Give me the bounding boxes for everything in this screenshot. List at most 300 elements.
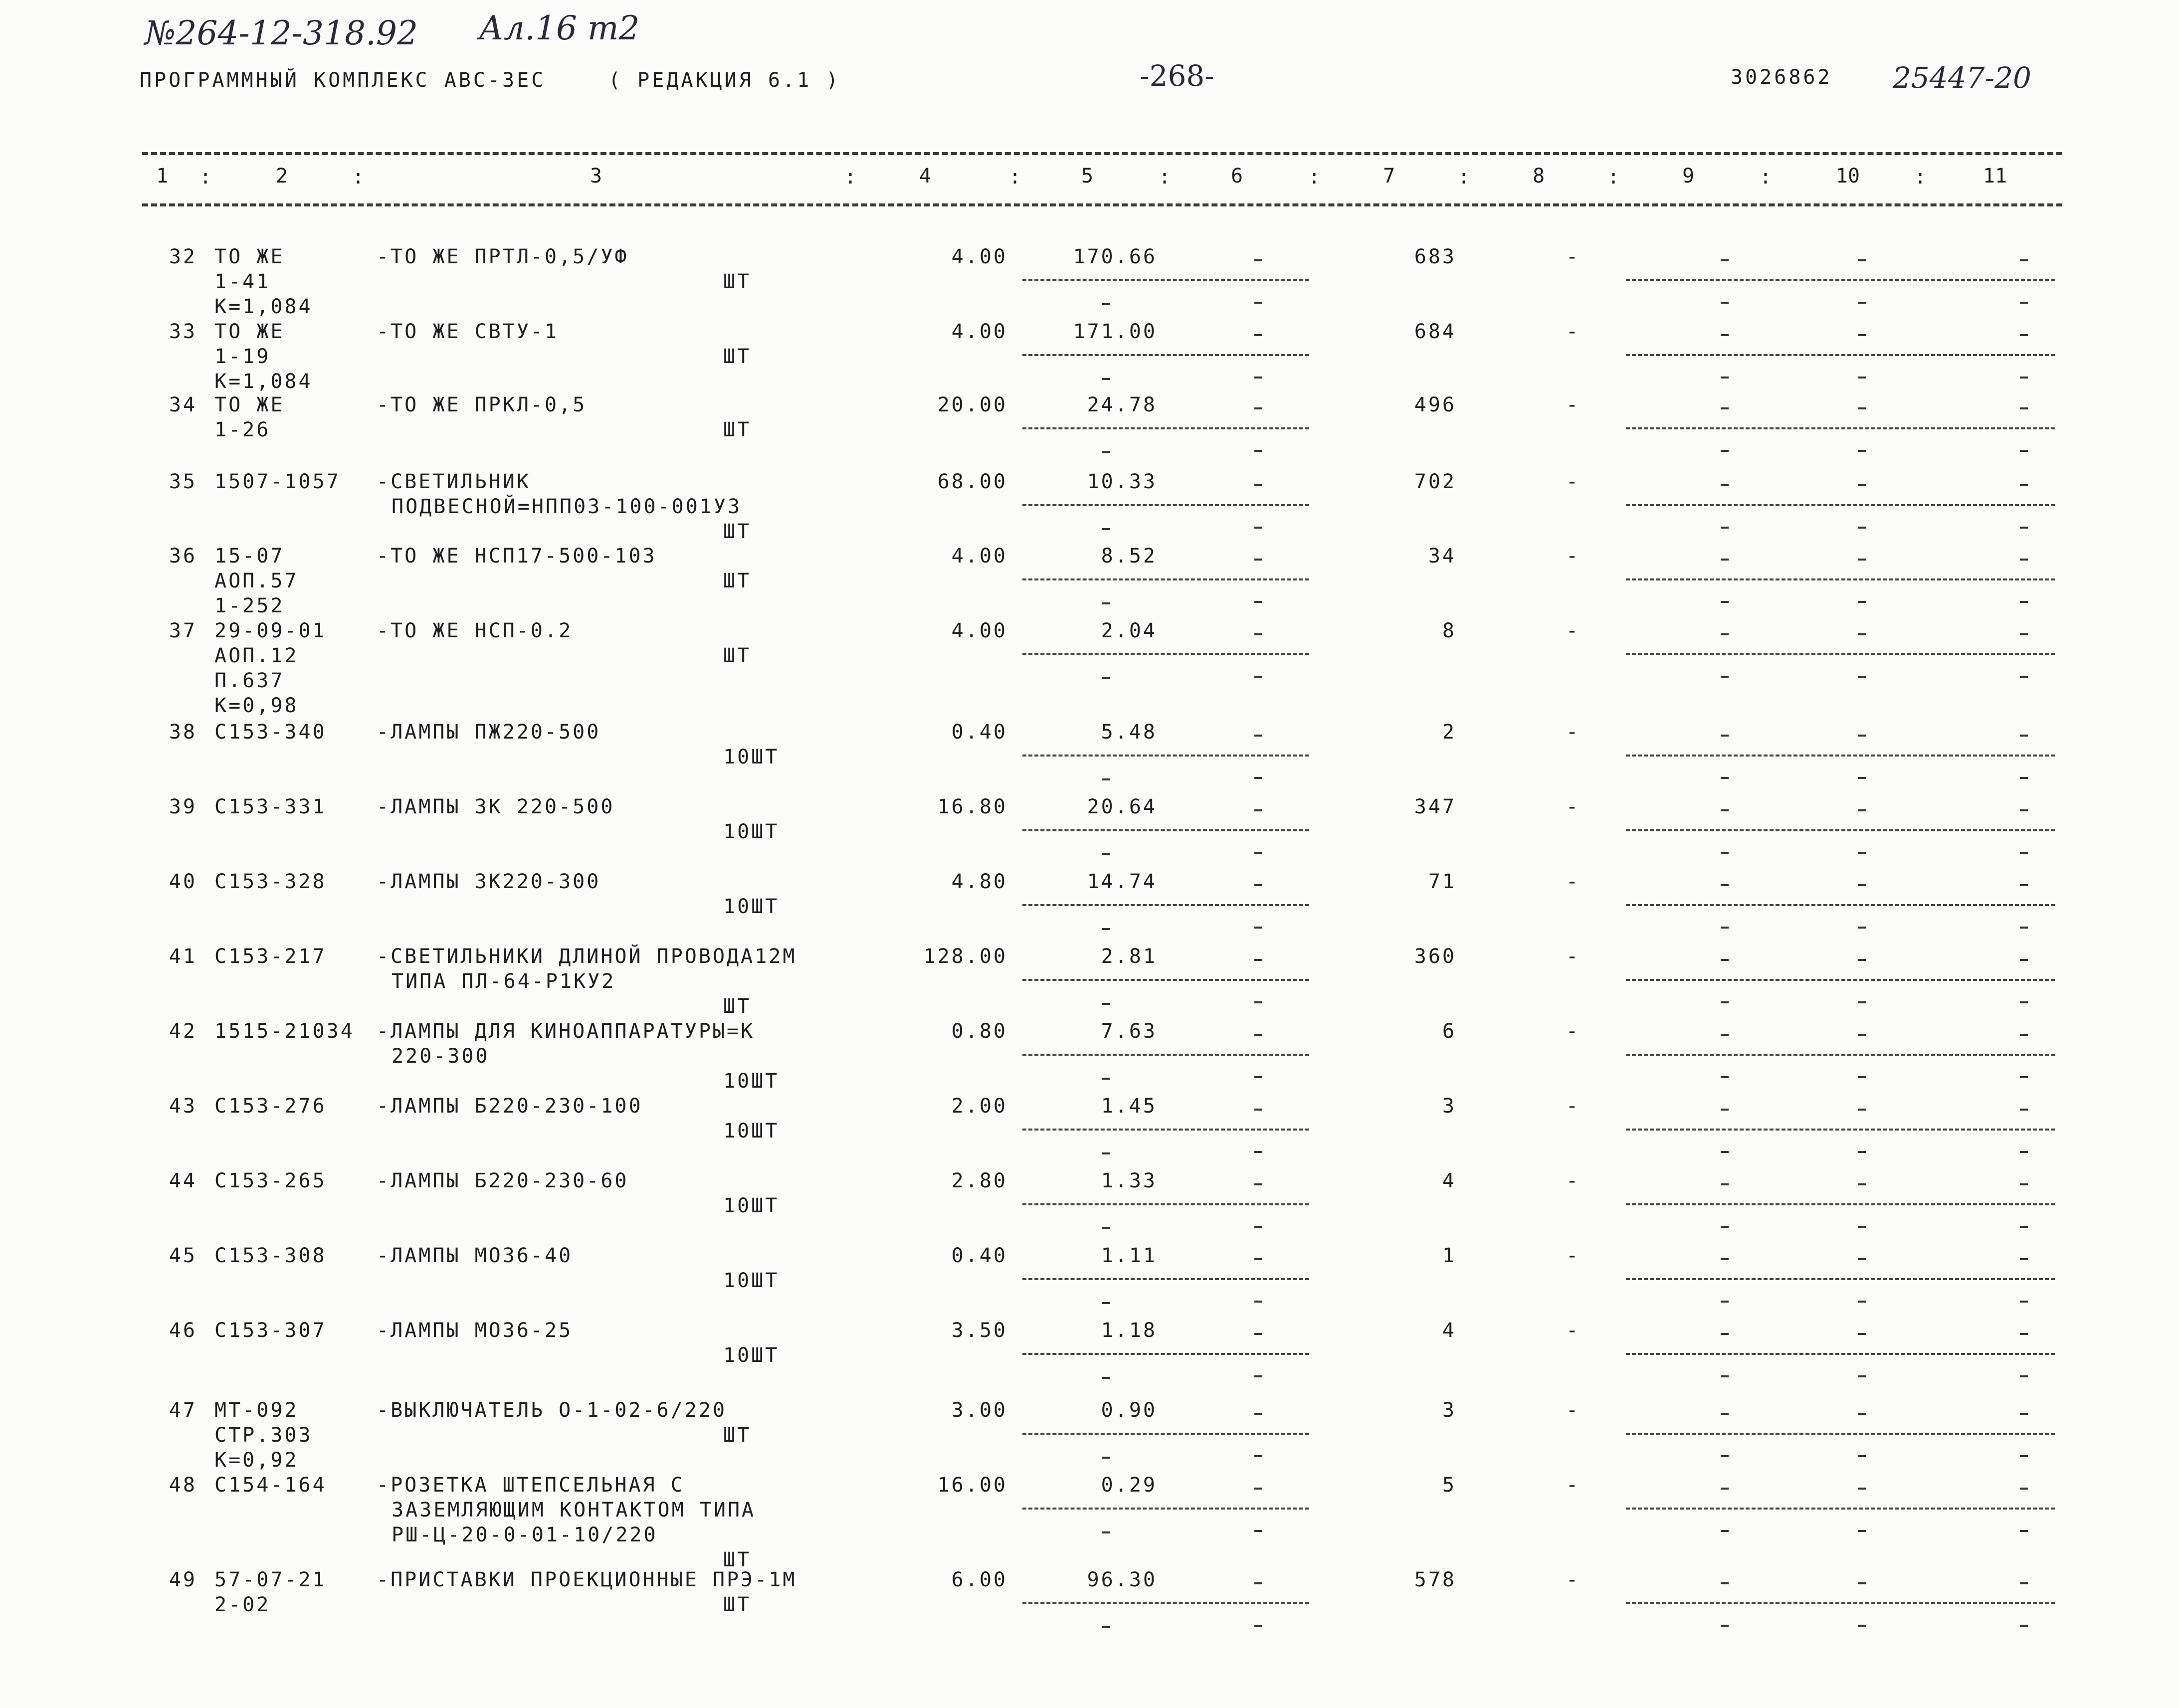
empty-value-mark xyxy=(1102,1377,1110,1379)
empty-value-mark xyxy=(1721,1001,1729,1003)
row-number: 44 xyxy=(169,1169,197,1192)
row-description-line: -ЛАМПЫ ЗК220-300 xyxy=(377,870,601,893)
table-row xyxy=(0,1318,2179,1393)
row-unit: 10ШТ xyxy=(723,1120,780,1142)
empty-value-mark xyxy=(1721,927,1729,929)
row-code-line: 1507-1057 xyxy=(214,470,341,493)
col-separator: : xyxy=(1759,166,1772,189)
empty-value-mark xyxy=(1721,1183,1729,1185)
row-number: 41 xyxy=(169,945,197,968)
empty-value-mark xyxy=(1254,1582,1262,1584)
empty-value-mark xyxy=(1721,777,1729,779)
empty-value-mark xyxy=(1858,1455,1866,1457)
row-col4-value: 3.00 xyxy=(951,1399,1007,1422)
table-row xyxy=(0,392,2179,467)
row-unit: 10ШТ xyxy=(723,820,780,843)
empty-value-mark xyxy=(1254,735,1262,737)
row-description-line: -ЛАМПЫ Б220-230-60 xyxy=(377,1169,629,1192)
row-col8-dash: - xyxy=(1566,870,1581,893)
row-code-line: К=0,98 xyxy=(214,694,299,717)
empty-value-mark xyxy=(2020,809,2028,811)
empty-value-mark xyxy=(1858,527,1866,529)
row-col8-dash: - xyxy=(1566,470,1581,493)
empty-value-mark xyxy=(1721,1034,1729,1036)
table-row xyxy=(0,319,2179,394)
empty-value-mark xyxy=(1254,377,1262,379)
empty-value-mark xyxy=(1721,959,1729,961)
row-description-line: -ТО ЖЕ НСП-0.2 xyxy=(377,619,573,642)
empty-value-mark xyxy=(1102,1003,1110,1005)
row-code-line: С153-308 xyxy=(214,1244,327,1267)
empty-value-mark xyxy=(1721,1530,1729,1532)
table-row xyxy=(0,1168,2179,1243)
empty-value-mark xyxy=(1858,1582,1866,1584)
col-num-8: 8 xyxy=(1532,165,1545,188)
row-col8-dash: - xyxy=(1566,245,1581,268)
row-col8-dash: - xyxy=(1566,393,1581,416)
row-code-line: ТО ЖЕ xyxy=(214,245,285,268)
empty-value-mark xyxy=(2020,959,2028,961)
row-description-line: РШ-Ц-20-0-01-10/220 xyxy=(392,1523,658,1546)
row-col5-value: 96.30 xyxy=(1087,1568,1157,1591)
row-subtotal-dashes xyxy=(1022,1203,1309,1205)
col-num-5: 5 xyxy=(1081,165,1094,188)
table-row xyxy=(0,544,2179,618)
col-separator: : xyxy=(1607,166,1620,189)
row-description-line: ЗАЗЕМЛЯЮЩИМ КОНТАКТОМ ТИПА xyxy=(392,1499,756,1521)
row-subtotal-dashes xyxy=(1022,354,1309,356)
row-col8-dash: - xyxy=(1566,1474,1581,1497)
row-col8-dash: - xyxy=(1566,945,1581,968)
empty-value-mark xyxy=(1721,1151,1729,1153)
table-row xyxy=(0,244,2179,319)
empty-value-mark xyxy=(1254,1151,1262,1153)
empty-value-mark xyxy=(1102,1227,1110,1229)
empty-value-mark xyxy=(2020,527,2028,529)
col-num-3: 3 xyxy=(590,165,602,188)
empty-value-mark xyxy=(2020,1488,2028,1490)
empty-value-mark xyxy=(2020,1455,2028,1457)
row-col7-value: 6 xyxy=(1442,1020,1456,1043)
row-subtotal-dashes xyxy=(1022,1433,1309,1435)
row-code-line: С153-331 xyxy=(214,795,327,818)
empty-value-mark xyxy=(1102,1302,1110,1304)
row-subtotal-dashes xyxy=(1022,279,1309,281)
row-col5-value: 1.18 xyxy=(1101,1319,1157,1342)
row-unit: 10ШТ xyxy=(723,1344,780,1367)
empty-value-mark xyxy=(1254,302,1262,304)
empty-value-mark xyxy=(1254,852,1262,854)
row-col4-value: 20.00 xyxy=(937,393,1007,416)
row-col7-value: 5 xyxy=(1442,1474,1456,1497)
row-number: 48 xyxy=(169,1474,197,1497)
row-code-line: 1-41 xyxy=(214,270,271,293)
row-subtotal-dashes xyxy=(1626,354,2055,356)
empty-value-mark xyxy=(2020,259,2028,261)
row-col5-value: 0.29 xyxy=(1101,1474,1157,1497)
row-subtotal-dashes xyxy=(1626,1508,2055,1510)
empty-value-mark xyxy=(1102,778,1110,780)
empty-value-mark xyxy=(1254,407,1262,409)
empty-value-mark xyxy=(2020,377,2028,379)
row-subtotal-dashes xyxy=(1022,1353,1309,1355)
row-description-line: -ЛАМПЫ ЗК 220-500 xyxy=(377,795,615,818)
row-code-line: С153-328 xyxy=(214,870,327,893)
empty-value-mark xyxy=(2020,735,2028,737)
empty-value-mark xyxy=(1102,853,1110,855)
row-col5-value: 8.52 xyxy=(1101,545,1157,568)
row-unit: ШТ xyxy=(723,418,752,441)
empty-value-mark xyxy=(1254,884,1262,886)
empty-value-mark xyxy=(1102,1078,1110,1080)
header-code: 3026862 xyxy=(1731,66,1832,89)
empty-value-mark xyxy=(1858,633,1866,635)
empty-value-mark xyxy=(1721,676,1729,678)
empty-value-mark xyxy=(1858,809,1866,811)
empty-value-mark xyxy=(1254,1375,1262,1377)
row-subtotal-dashes xyxy=(1626,1433,2055,1435)
row-col5-value: 0.90 xyxy=(1101,1399,1157,1422)
table-row xyxy=(0,1094,2179,1168)
empty-value-mark xyxy=(1721,601,1729,603)
empty-value-mark xyxy=(2020,484,2028,486)
empty-value-mark xyxy=(1254,1076,1262,1078)
row-description-line: -СВЕТИЛЬНИКИ ДЛИНОЙ ПРОВОДА12М xyxy=(377,945,797,968)
empty-value-mark xyxy=(2020,1530,2028,1532)
empty-value-mark xyxy=(2020,1333,2028,1335)
row-description-line: -ЛАМПЫ ПЖ220-500 xyxy=(377,721,601,744)
row-subtotal-dashes xyxy=(1626,1129,2055,1131)
row-col4-value: 16.00 xyxy=(937,1474,1007,1497)
table-row xyxy=(0,720,2179,794)
row-unit: ШТ xyxy=(723,995,752,1018)
empty-value-mark xyxy=(2020,1375,2028,1377)
row-number: 49 xyxy=(169,1568,197,1591)
empty-value-mark xyxy=(1721,377,1729,379)
empty-value-mark xyxy=(2020,884,2028,886)
empty-value-mark xyxy=(1858,777,1866,779)
row-code-line: С153-265 xyxy=(214,1169,327,1192)
row-description-line: -ЛАМПЫ Б220-230-100 xyxy=(377,1095,643,1118)
row-code-line: ТО ЖЕ xyxy=(214,393,285,416)
empty-value-mark xyxy=(1721,1375,1729,1377)
row-col8-dash: - xyxy=(1566,1568,1581,1591)
row-col7-value: 578 xyxy=(1414,1568,1456,1591)
row-col4-value: 0.80 xyxy=(951,1020,1007,1043)
row-subtotal-dashes xyxy=(1626,829,2055,831)
row-col4-value: 128.00 xyxy=(923,945,1007,968)
row-description-line: -ЛАМПЫ ДЛЯ КИНОАППАРАТУРЫ=К xyxy=(377,1020,755,1043)
empty-value-mark xyxy=(1721,527,1729,529)
row-subtotal-dashes xyxy=(1626,1602,2055,1604)
row-col8-dash: - xyxy=(1566,1244,1581,1267)
empty-value-mark xyxy=(1721,1109,1729,1111)
row-col7-value: 702 xyxy=(1414,470,1456,493)
empty-value-mark xyxy=(1721,484,1729,486)
row-subtotal-dashes xyxy=(1626,504,2055,506)
row-description-line: -ЛАМПЫ МО36-25 xyxy=(377,1319,573,1342)
empty-value-mark xyxy=(1858,1183,1866,1185)
empty-value-mark xyxy=(1721,1333,1729,1335)
row-subtotal-dashes xyxy=(1626,1054,2055,1056)
row-code-line: С153-217 xyxy=(214,945,327,968)
row-col4-value: 4.00 xyxy=(951,320,1007,343)
empty-value-mark xyxy=(1721,633,1729,635)
row-subtotal-dashes xyxy=(1626,755,2055,757)
row-code-line: 29-09-01 xyxy=(214,619,327,642)
row-code-line: АОП.12 xyxy=(214,644,299,667)
empty-value-mark xyxy=(1858,676,1866,678)
row-col8-dash: - xyxy=(1566,1095,1581,1118)
row-col5-value: 5.48 xyxy=(1101,721,1157,744)
row-number: 46 xyxy=(169,1319,197,1342)
row-col4-value: 6.00 xyxy=(951,1568,1007,1591)
row-col7-value: 3 xyxy=(1442,1399,1456,1422)
empty-value-mark xyxy=(2020,450,2028,452)
empty-value-mark xyxy=(1102,1626,1110,1628)
empty-value-mark xyxy=(1254,601,1262,603)
row-col4-value: 4.00 xyxy=(951,619,1007,642)
empty-value-mark xyxy=(1721,809,1729,811)
row-description-line: -ЛАМПЫ МО36-40 xyxy=(377,1244,573,1267)
empty-value-mark xyxy=(1721,334,1729,336)
row-subtotal-dashes xyxy=(1022,1602,1309,1604)
col-separator: : xyxy=(1158,166,1171,189)
row-number: 33 xyxy=(169,320,197,343)
row-description-line: ПОДВЕСНОЙ=НПП03-100-001У3 xyxy=(392,495,742,518)
header-program: ПРОГРАММНЫЙ КОМПЛЕКС АВС-3ЕС xyxy=(140,69,546,92)
row-col4-value: 2.00 xyxy=(951,1095,1007,1118)
row-col5-value: 2.81 xyxy=(1101,945,1157,968)
row-col5-value: 2.04 xyxy=(1101,619,1157,642)
empty-value-mark xyxy=(1858,1226,1866,1228)
row-code-line: С154-164 xyxy=(214,1474,327,1497)
row-subtotal-dashes xyxy=(1626,904,2055,906)
row-unit: ШТ xyxy=(723,270,752,293)
empty-value-mark xyxy=(1254,484,1262,486)
row-number: 47 xyxy=(169,1399,197,1422)
empty-value-mark xyxy=(1858,1413,1866,1415)
row-code-line: К=1,084 xyxy=(214,295,313,318)
row-col8-dash: - xyxy=(1566,320,1581,343)
empty-value-mark xyxy=(1721,559,1729,561)
empty-value-mark xyxy=(2020,1301,2028,1303)
row-col5-value: 170.66 xyxy=(1073,245,1157,268)
col-num-1: 1 xyxy=(156,165,169,188)
row-col8-dash: - xyxy=(1566,1399,1581,1422)
empty-value-mark xyxy=(2020,1258,2028,1260)
empty-value-mark xyxy=(1858,1001,1866,1003)
row-description-line: -РОЗЕТКА ШТЕПСЕЛЬНАЯ С xyxy=(377,1474,685,1497)
empty-value-mark xyxy=(1102,1152,1110,1154)
header-edition: ( РЕДАКЦИЯ 6.1 ) xyxy=(608,69,841,92)
col-separator: : xyxy=(352,166,365,189)
empty-value-mark xyxy=(1254,959,1262,961)
empty-value-mark xyxy=(1858,1301,1866,1303)
row-col5-value: 10.33 xyxy=(1087,470,1157,493)
row-col4-value: 4.00 xyxy=(951,245,1007,268)
row-subtotal-dashes xyxy=(1022,1054,1309,1056)
row-unit: 10ШТ xyxy=(723,1070,780,1093)
row-description-line: -ТО ЖЕ НСП17-500-103 xyxy=(377,545,657,568)
empty-value-mark xyxy=(1721,1258,1729,1260)
col-num-10: 10 xyxy=(1835,165,1860,188)
empty-value-mark xyxy=(2020,676,2028,678)
row-description-line: 220-300 xyxy=(392,1045,490,1068)
row-unit: 10ШТ xyxy=(723,895,780,918)
empty-value-mark xyxy=(1858,559,1866,561)
row-description-line: -ПРИСТАВКИ ПРОЕКЦИОННЫЕ ПРЭ-1М xyxy=(377,1568,797,1591)
empty-value-mark xyxy=(1721,450,1729,452)
col-num-2: 2 xyxy=(275,165,288,188)
row-col7-value: 496 xyxy=(1414,393,1456,416)
empty-value-mark xyxy=(2020,1151,2028,1153)
empty-value-mark xyxy=(1721,1455,1729,1457)
row-col5-value: 7.63 xyxy=(1101,1020,1157,1043)
row-col4-value: 2.80 xyxy=(951,1169,1007,1192)
row-number: 39 xyxy=(169,795,197,818)
row-description-line: -ТО ЖЕ СВТУ-1 xyxy=(377,320,559,343)
empty-value-mark xyxy=(1721,407,1729,409)
row-subtotal-dashes xyxy=(1626,1278,2055,1280)
empty-value-mark xyxy=(1102,1457,1110,1459)
row-unit: ШТ xyxy=(723,1548,752,1571)
empty-value-mark xyxy=(1102,602,1110,604)
empty-value-mark xyxy=(1858,1151,1866,1153)
row-unit: 10ШТ xyxy=(723,1194,780,1217)
row-code-line: АОП.57 xyxy=(214,569,299,592)
empty-value-mark xyxy=(1721,1301,1729,1303)
row-subtotal-dashes xyxy=(1626,578,2055,580)
empty-value-mark xyxy=(1858,450,1866,452)
row-col4-value: 16.80 xyxy=(937,795,1007,818)
row-description-line: -ВЫКЛЮЧАТЕЛЬ О-1-02-6/220 xyxy=(377,1399,727,1422)
row-col7-value: 347 xyxy=(1414,795,1456,818)
row-subtotal-dashes xyxy=(1022,578,1309,580)
row-description-line: -ТО ЖЕ ПРКЛ-0,5 xyxy=(377,393,587,416)
row-subtotal-dashes xyxy=(1022,1278,1309,1280)
empty-value-mark xyxy=(1254,1488,1262,1490)
empty-value-mark xyxy=(2020,1183,2028,1185)
col-num-4: 4 xyxy=(919,165,932,188)
col-separator: : xyxy=(199,166,212,189)
row-col7-value: 34 xyxy=(1428,545,1456,568)
empty-value-mark xyxy=(1858,259,1866,261)
row-col5-value: 20.64 xyxy=(1087,795,1157,818)
table-row xyxy=(0,1473,2179,1571)
row-code-line: СТР.303 xyxy=(214,1424,313,1447)
table-row xyxy=(0,944,2179,1019)
row-number: 34 xyxy=(169,393,197,416)
empty-value-mark xyxy=(1254,777,1262,779)
row-col4-value: 4.00 xyxy=(951,545,1007,568)
empty-value-mark xyxy=(1858,884,1866,886)
empty-value-mark xyxy=(1721,1488,1729,1490)
row-subtotal-dashes xyxy=(1626,653,2055,655)
row-unit: ШТ xyxy=(723,345,752,368)
empty-value-mark xyxy=(1858,1625,1866,1627)
empty-value-mark xyxy=(1102,528,1110,530)
row-number: 32 xyxy=(169,245,197,268)
empty-value-mark xyxy=(2020,1625,2028,1627)
handwritten-doc-number: №264-12-318.92 xyxy=(145,14,418,52)
empty-value-mark xyxy=(1254,1301,1262,1303)
empty-value-mark xyxy=(1858,484,1866,486)
empty-value-mark xyxy=(1254,927,1262,929)
col-separator: : xyxy=(1457,166,1470,189)
empty-value-mark xyxy=(2020,777,2028,779)
col-num-9: 9 xyxy=(1682,165,1695,188)
empty-value-mark xyxy=(1858,927,1866,929)
row-code-line: 1-26 xyxy=(214,418,271,441)
handwritten-sheet-ref: Ал.16 т2 xyxy=(479,9,640,47)
empty-value-mark xyxy=(1721,1226,1729,1228)
empty-value-mark xyxy=(2020,1034,2028,1036)
empty-value-mark xyxy=(1102,378,1110,380)
row-col5-value: 24.78 xyxy=(1087,393,1157,416)
empty-value-mark xyxy=(2020,633,2028,635)
row-subtotal-dashes xyxy=(1022,979,1309,981)
empty-value-mark xyxy=(2020,1001,2028,1003)
row-unit: ШТ xyxy=(723,520,752,543)
empty-value-mark xyxy=(1254,527,1262,529)
row-col5-value: 1.45 xyxy=(1101,1095,1157,1118)
empty-value-mark xyxy=(1102,677,1110,679)
empty-value-mark xyxy=(2020,852,2028,854)
empty-value-mark xyxy=(1254,633,1262,635)
row-unit: ШТ xyxy=(723,1593,752,1616)
empty-value-mark xyxy=(1858,302,1866,304)
empty-value-mark xyxy=(1102,451,1110,453)
empty-value-mark xyxy=(1254,450,1262,452)
row-subtotal-dashes xyxy=(1022,829,1309,831)
row-subtotal-dashes xyxy=(1022,504,1309,506)
row-code-line: С153-276 xyxy=(214,1095,327,1118)
table-row xyxy=(0,1243,2179,1318)
empty-value-mark xyxy=(1721,1413,1729,1415)
row-number: 36 xyxy=(169,545,197,568)
row-description-line: -ТО ЖЕ ПРТЛ-0,5/УФ xyxy=(377,245,629,268)
empty-value-mark xyxy=(2020,927,2028,929)
row-code-line: П.637 xyxy=(214,669,285,692)
table-row xyxy=(0,1567,2179,1642)
empty-value-mark xyxy=(1254,1258,1262,1260)
empty-value-mark xyxy=(2020,1582,2028,1584)
table-row xyxy=(0,1398,2179,1473)
row-subtotal-dashes xyxy=(1022,1129,1309,1131)
empty-value-mark xyxy=(1858,1034,1866,1036)
empty-value-mark xyxy=(1254,559,1262,561)
row-number: 37 xyxy=(169,619,197,642)
empty-value-mark xyxy=(1858,1076,1866,1078)
row-col4-value: 4.80 xyxy=(951,870,1007,893)
row-unit: 10ШТ xyxy=(723,746,780,768)
row-code-line: С153-340 xyxy=(214,721,327,744)
empty-value-mark xyxy=(1858,735,1866,737)
table-row xyxy=(0,869,2179,944)
empty-value-mark xyxy=(1254,1226,1262,1228)
empty-value-mark xyxy=(2020,334,2028,336)
row-description-line: -СВЕТИЛЬНИК xyxy=(377,470,531,493)
row-col8-dash: - xyxy=(1566,795,1581,818)
row-col7-value: 684 xyxy=(1414,320,1456,343)
row-col7-value: 360 xyxy=(1414,945,1456,968)
empty-value-mark xyxy=(1254,809,1262,811)
row-col4-value: 0.40 xyxy=(951,721,1007,744)
row-code-line: К=1,084 xyxy=(214,370,313,393)
empty-value-mark xyxy=(1102,303,1110,305)
empty-value-mark xyxy=(1858,852,1866,854)
